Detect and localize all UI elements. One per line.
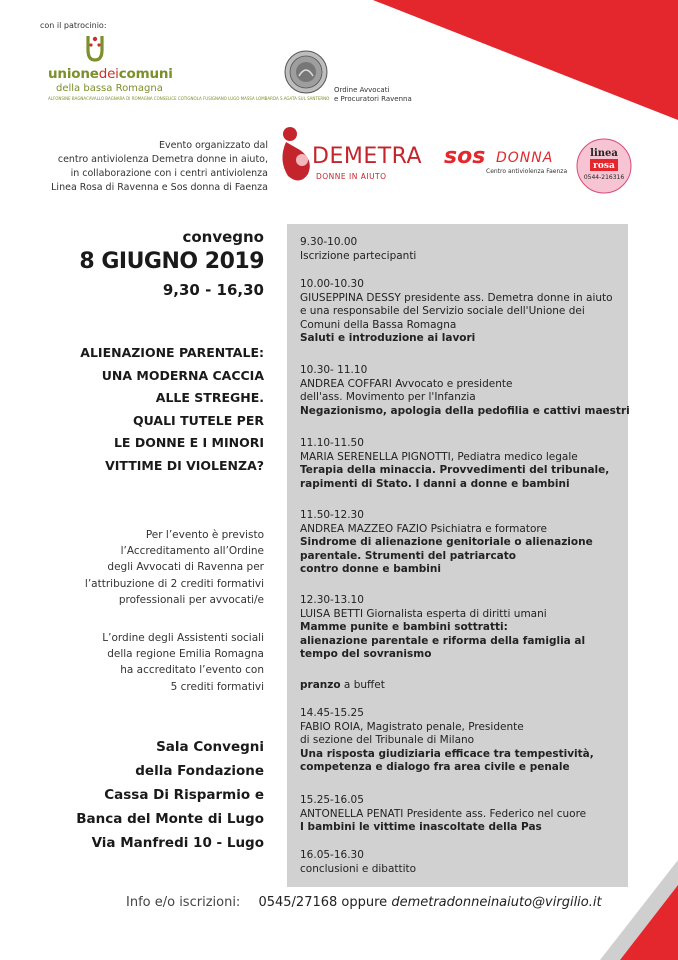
program-schedule: [287, 224, 628, 887]
contact-info: [126, 895, 602, 910]
unione-name: unionedeicomuni: [48, 66, 173, 82]
organizer-note: Evento organizzato dal centro antiviolenza Demetra donne in aiuto, in collaborazione con i centri antiviolenza Linea Rosa di Ravenna e Sos donna di Faenza: [51, 140, 268, 193]
program-session: 10.00-10.30 GIUSEPPINA DESSY presidente ass. Demetra donne in aiuto e una responsabile del Servizio sociale dell'Unione dei Comuni della Bassa Romagna Saluti e introduzione ai lavori: [300, 278, 613, 344]
linea-rosa-phone: 0544-216316: [583, 174, 625, 181]
program-session: 16.05-16.30 conclusioni e dibattito: [300, 849, 417, 875]
linea-rosa-word2: rosa: [593, 161, 615, 171]
unione-subtitle: della bassa Romagna: [56, 83, 163, 94]
program-session: 9.30-10.00 Iscrizione partecipanti: [300, 236, 417, 262]
sos-donna-logo: [444, 144, 574, 184]
sos-wordmark: sos: [444, 144, 486, 169]
linea-rosa-word1: linea: [590, 148, 618, 159]
linea-rosa-logo: [576, 138, 632, 194]
event-time: 9,30 - 16,30: [162, 281, 264, 299]
accreditation-note: Per l’evento è previsto l’Accreditamento all’Ordine degli Avvocati di Ravenna per l’attribuzione di 2 crediti formativi professionali per avvocati/e: [84, 529, 264, 606]
unione-mark-icon: [82, 32, 108, 64]
demetra-name: DEMETRA: [312, 144, 423, 169]
ordine-avvocati-seal-icon: [284, 50, 328, 94]
contact-label: Info e/o iscrizioni:: [126, 895, 241, 910]
demetra-logo: [278, 120, 428, 195]
program-session: 15.25-16.05 ANTONELLA PENATI Presidente ass. Federico nel cuore I bambini le vittime inascoltate della Pas: [300, 794, 587, 833]
contact-phone[interactable]: 0545/27168: [258, 895, 338, 910]
event-date: 8 GIUGNO 2019: [79, 249, 264, 274]
event-title: ALIENAZIONE PARENTALE: UNA MODERNA CACCIA ALLE STREGHE. QUALI TUTELE PER LE DONNE E I MINORI VITTIME DI VIOLENZA?: [80, 345, 264, 473]
contact-or: oppure: [341, 895, 388, 910]
sos-donna-wordmark: DONNA: [496, 150, 554, 166]
ordine-avvocati-label: Ordine Avvocati e Procuratori Ravenna: [334, 86, 412, 103]
patronage-label: con il patrocinio:: [40, 21, 107, 30]
venue-address: Sala Convegni della Fondazione Cassa Di Risparmio e Banca del Monte di Lugo Via Manfredi 10 - Lugo: [76, 739, 264, 851]
sos-subtitle: Centro antiviolenza Faenza: [486, 168, 568, 175]
program-session: 10.30- 11.10 ANDREA COFFARI Avvocato e presidente dell'ass. Movimento per l'Infanzia Negazionismo, apologia della pedofilia e cattivi maestri: [300, 364, 630, 417]
demetra-subtitle: DONNE IN AIUTO: [316, 172, 387, 181]
program-lunch: pranzo a buffet: [300, 679, 385, 691]
unione-towns: ALFONSINE BAGNACAVALLO BAGNARA DI ROMAGNA CONSELICE COTIGNOLA FUSIGNANO LUGO MASSA LOMBARDA S.AGATA SUL SANTERNO: [48, 96, 330, 101]
program-session: 12.30-13.10 LUISA BETTI Giornalista esperta di diritti umani Mamme punite e bambini sottratti: alienazione parentale e riforma della famiglia al tempo del sovranismo: [300, 594, 586, 660]
event-type-label: convegno: [182, 228, 264, 246]
social-workers-note: L’ordine degli Assistenti sociali della regione Emilia Romagna ha accreditato l’evento con 5 crediti formativi: [102, 632, 264, 693]
program-session: 11.50-12.30 ANDREA MAZZEO FAZIO Psichiatra e formatore Sindrome di alienazione genitoriale o alienazione parentale. Strumenti del patriarcato contro donne e bambini: [300, 509, 593, 575]
program-session: 14.45-15.25 FABIO ROIA, Magistrato penale, Presidente di sezione del Tribunale di Milano Una risposta giudiziaria efficace tra tempestività, competenza e dialogo fra area civile e penale: [300, 707, 594, 773]
contact-email[interactable]: demetradonneinaiuto@virgilio.it: [391, 895, 602, 910]
unione-comuni-logo: [48, 32, 330, 102]
program-session: 11.10-11.50 MARIA SERENELLA PIGNOTTI, Pediatra medico legale Terapia della minaccia. Provvedimenti del tribunale, rapimenti di Stato. I danni a donne e bambini: [300, 437, 610, 490]
